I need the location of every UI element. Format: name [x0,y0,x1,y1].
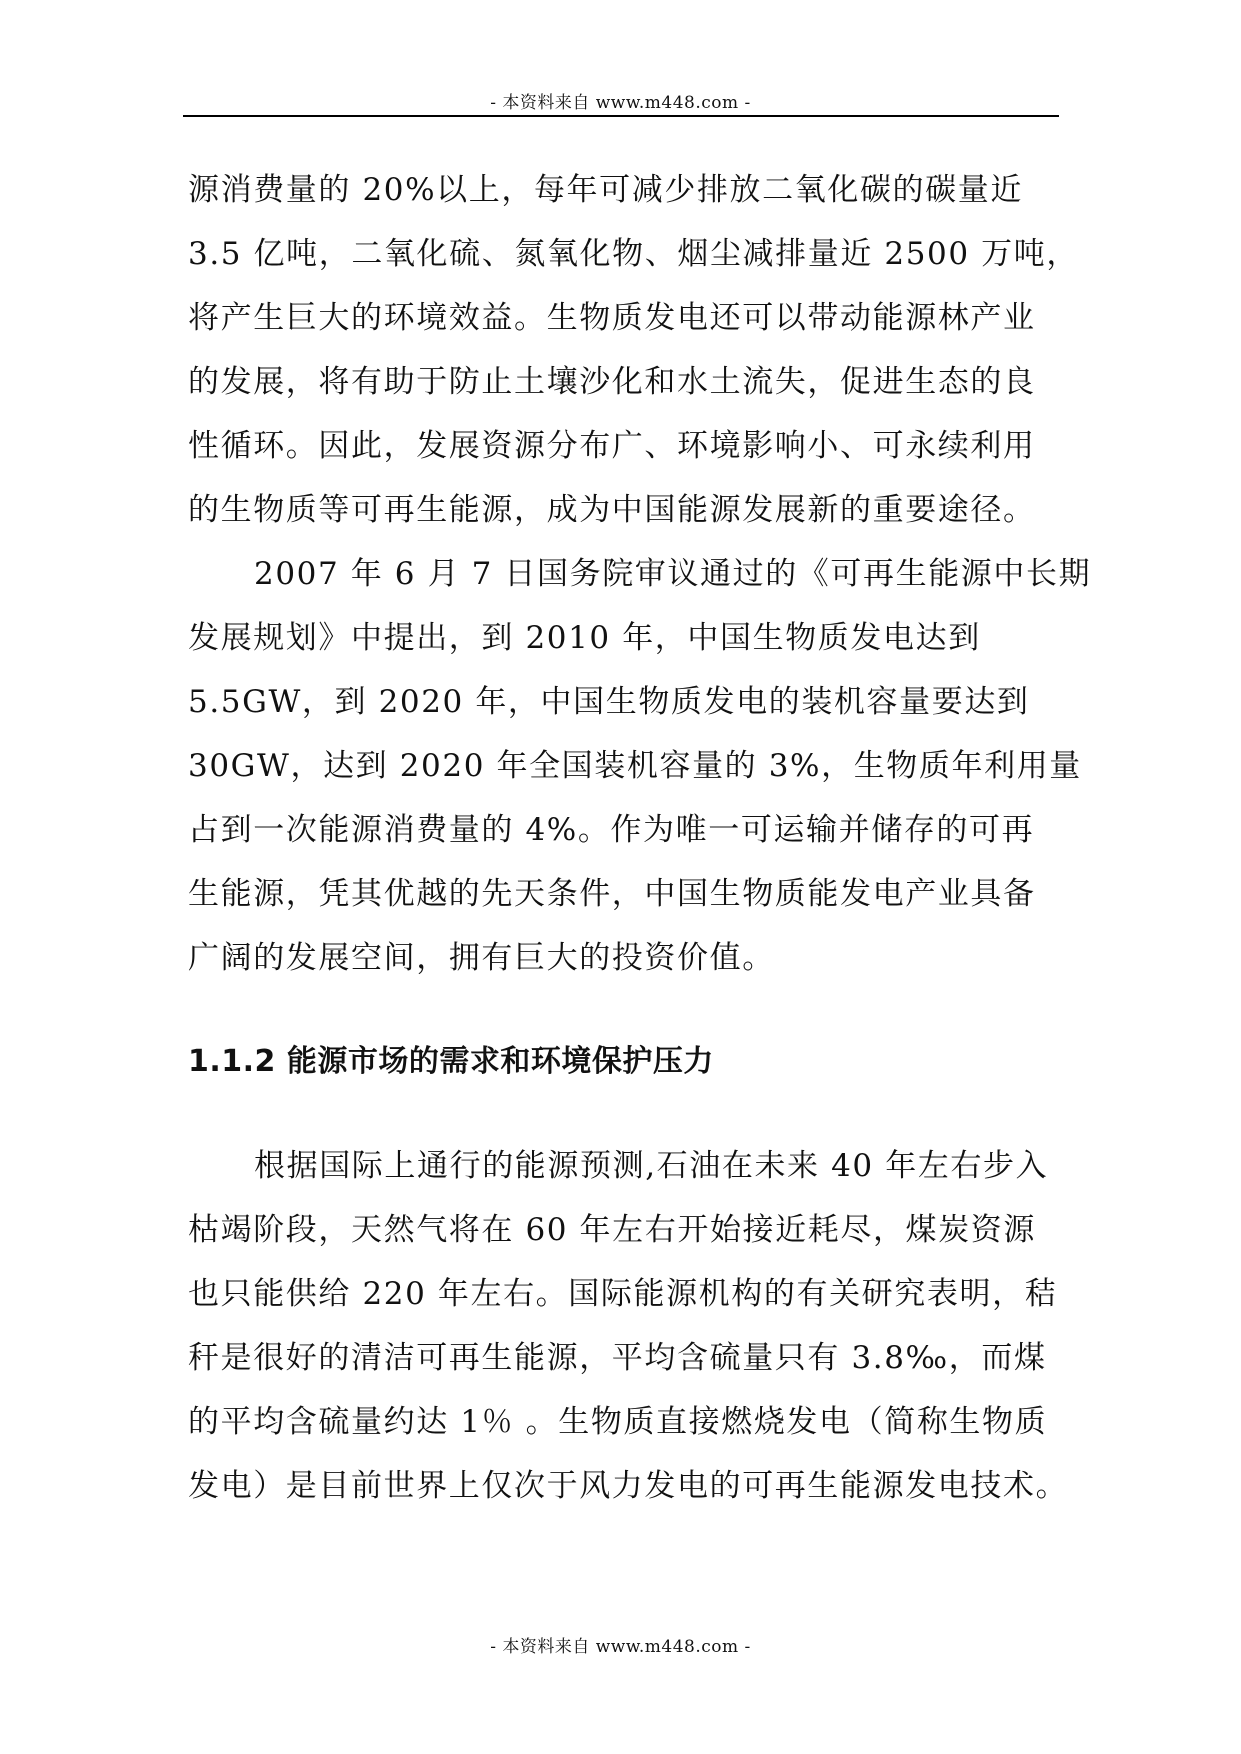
text-line: 的发展，将有助于防止土壤沙化和水土流失，促进生态的良 [188,364,1036,400]
text-line: 广阔的发展空间，拥有巨大的投资价值。 [188,940,775,976]
paragraph-3 [188,1134,1068,1518]
spacer [188,1094,1068,1134]
text-line: 性循环。因此，发展资源分布广、环境影响小、可永续利用 [188,428,1036,464]
text-line: 将产生巨大的环境效益。生物质发电还可以带动能源林产业 [188,300,1036,336]
page-footer: - 本资料来自 www.m448.com - [490,1637,751,1657]
section-heading: 1.1.2 能源市场的需求和环境保护压力 [188,1044,714,1079]
spacer [188,990,1068,1030]
text-line: 2007 年 6 月 7 日国务院审议通过的《可再生能源中长期 [254,556,1092,592]
paragraph-2 [188,542,1092,990]
text-line: 占到一次能源消费量的 4%。作为唯一可运输并储存的可再 [188,812,1035,848]
text-line: 也只能供给 220 年左右。国际能源机构的有关研究表明，秸 [188,1276,1058,1312]
text-line: 秆是很好的清洁可再生能源，平均含硫量只有 3.8‰，而煤 [188,1340,1047,1376]
text-line: 发展规划》中提出，到 2010 年，中国生物质发电达到 [188,620,981,656]
header-rule [183,115,1059,117]
text-line: 3.5 亿吨，二氧化硫、氮氧化物、烟尘减排量近 2500 万吨， [188,236,1079,272]
text-line: 源消费量的 20%以上，每年可减少排放二氧化碳的碳量近 [188,172,1023,208]
document-body [188,158,1092,1518]
text-line: 的生物质等可再生能源，成为中国能源发展新的重要途径。 [188,492,1036,528]
text-line: 发电）是目前世界上仅次于风力发电的可再生能源发电技术。 [188,1468,1069,1504]
text-line: 生能源，凭其优越的先天条件，中国生物质能发电产业具备 [188,876,1036,912]
paragraph-1 [188,158,1079,542]
page-header: - 本资料来自 www.m448.com - [490,93,751,113]
text-line: 5.5GW，到 2020 年，中国生物质发电的装机容量要达到 [188,684,1030,720]
text-line: 30GW，达到 2020 年全国装机容量的 3%，生物质年利用量 [188,748,1082,784]
text-line: 枯竭阶段，天然气将在 60 年左右开始接近耗尽，煤炭资源 [188,1212,1036,1248]
text-line: 的平均含硫量约达 1％ 。生物质直接燃烧发电（简称生物质 [188,1404,1048,1440]
text-line: 根据国际上通行的能源预测,石油在未来 40 年左右步入 [254,1148,1049,1184]
